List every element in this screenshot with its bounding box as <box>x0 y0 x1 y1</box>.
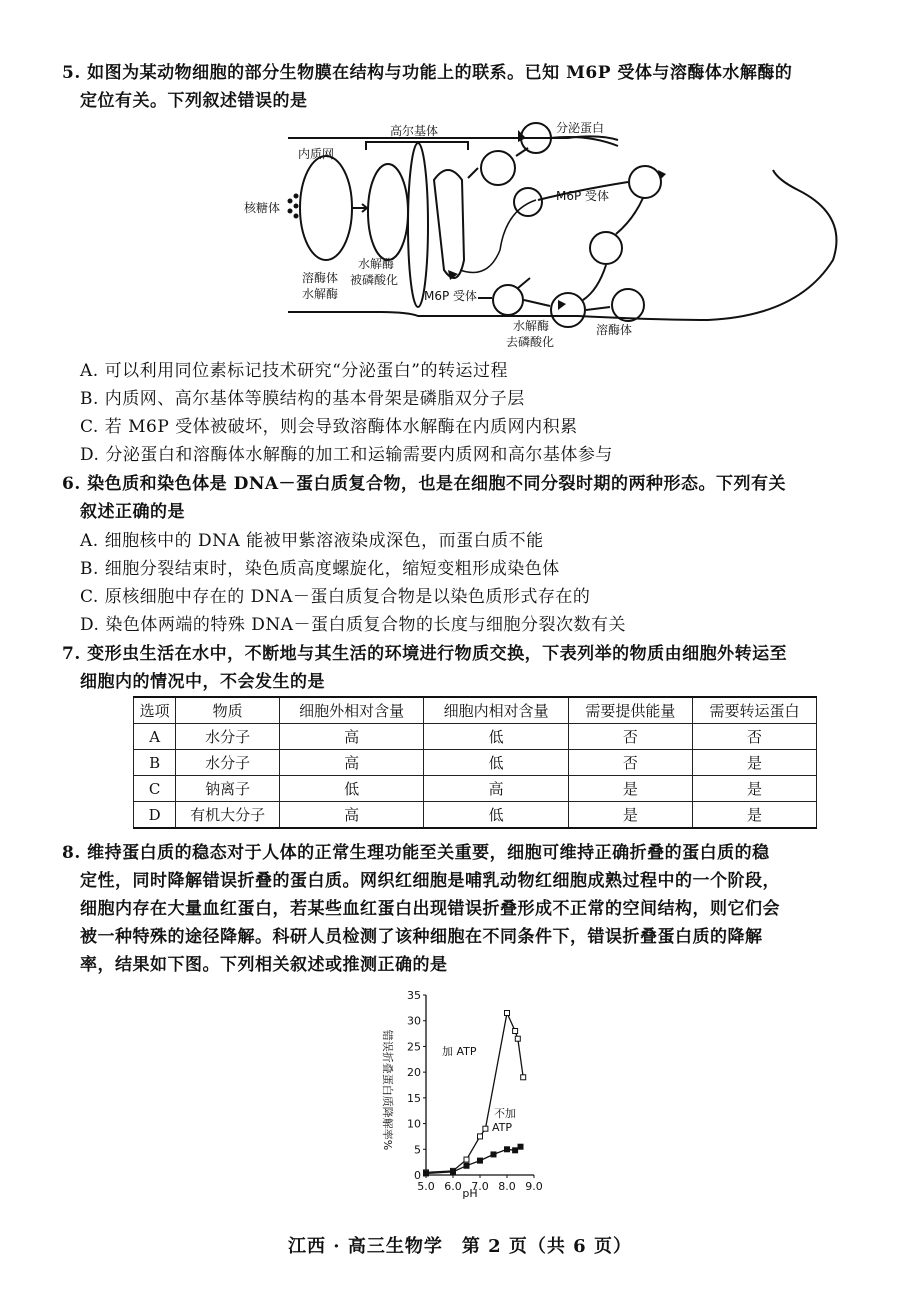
chart-label-no-atp-2: ATP <box>492 1121 513 1134</box>
q8-stem-line2: 定性，同时降解错误折叠的蛋白质。网织红细胞是哺乳动物红细胞成熟过程中的一个阶段， <box>80 871 780 891</box>
table-row <box>134 776 817 802</box>
data-point-with-atp <box>478 1134 483 1139</box>
table-cell: C <box>134 776 176 802</box>
label-er: 内质网 <box>298 147 335 161</box>
q8-stem-line3: 细胞内存在大量血红蛋白，若某些血红蛋白出现错误折叠形成不正常的空间结构，则它们会 <box>80 899 780 919</box>
membrane-system-diagram <box>238 120 858 352</box>
table-header: 细胞外相对含量 <box>279 697 424 724</box>
golgi-cis <box>368 164 408 260</box>
er-organelle <box>300 156 352 260</box>
table-cell: 低 <box>424 750 569 776</box>
table-header: 需要提供能量 <box>568 697 692 724</box>
q5-stem-line1: 5. 如图为某动物细胞的部分生物膜在结构与功能上的联系。已知 M6P 受体与溶酶体水解酶的 <box>62 63 793 83</box>
y-tick-label: 0 <box>414 1169 421 1182</box>
table-cell: 水分子 <box>176 724 280 750</box>
q7-options-table <box>133 696 817 829</box>
y-tick-label: 30 <box>407 1014 421 1028</box>
table-cell: 水分子 <box>176 750 280 776</box>
q6-stem-line1: 6. 染色质和染色体是 DNA－蛋白质复合物，也是在细胞不同分裂时期的两种形态。下列有关 <box>62 474 787 494</box>
data-point-no-atp <box>491 1152 496 1157</box>
vesicle-5 <box>493 285 523 315</box>
data-point-with-atp <box>464 1157 469 1162</box>
vesicle-6 <box>551 293 585 327</box>
label-secretory-protein: 分泌蛋白 <box>556 121 605 135</box>
q6-option-d: D. 染色体两端的特殊 DNA－蛋白质复合物的长度与细胞分裂次数有关 <box>80 615 627 635</box>
vesicle-1 <box>481 151 515 185</box>
table-cell: 是 <box>692 750 816 776</box>
ribosome-dots <box>288 130 667 310</box>
q6-stem-line2: 叙述正确的是 <box>80 502 185 522</box>
data-point-no-atp <box>505 1147 510 1152</box>
x-tick-label: 5.0 <box>417 1180 435 1193</box>
chart-label-with-atp: 加 ATP <box>442 1045 477 1058</box>
y-tick-label: 20 <box>407 1066 421 1080</box>
vesicle-4 <box>590 232 622 264</box>
y-tick-label: 35 <box>407 989 421 1002</box>
data-point-with-atp <box>515 1036 520 1041</box>
golgi-trans <box>434 170 464 278</box>
data-point-no-atp <box>518 1144 523 1149</box>
table-cell: B <box>134 750 176 776</box>
lysosome-vesicle <box>612 289 644 321</box>
chart-x-axis-label: pH <box>462 1187 478 1200</box>
data-point-no-atp <box>451 1169 456 1174</box>
table-cell: 高 <box>279 750 424 776</box>
table-header: 细胞内相对含量 <box>424 697 569 724</box>
q8-stem-line5: 率，结果如下图。下列相关叙述或推测正确的是 <box>80 955 448 975</box>
data-point-with-atp <box>513 1029 518 1034</box>
q5-stem-line2: 定位有关。下列叙述错误的是 <box>80 91 308 111</box>
degradation-rate-chart <box>362 985 552 1200</box>
table-cell: 钠离子 <box>176 776 280 802</box>
table-cell: 低 <box>424 724 569 750</box>
label-m6p-receptor-2: M6P 受体 <box>556 189 610 203</box>
table-cell: 低 <box>279 776 424 802</box>
data-point-no-atp <box>478 1158 483 1163</box>
q6-option-a: A. 细胞核中的 DNA 能被甲紫溶液染成深色，而蛋白质不能 <box>80 531 544 551</box>
table-cell: 是 <box>568 802 692 829</box>
vesicle-3 <box>629 166 661 198</box>
x-tick-label: 6.0 <box>444 1180 462 1193</box>
label-lysosome: 溶酶体 <box>596 323 633 337</box>
data-point-no-atp <box>513 1148 518 1153</box>
table-cell: 是 <box>568 776 692 802</box>
x-tick-label: 7.0 <box>471 1180 489 1193</box>
table-cell: A <box>134 724 176 750</box>
q8-stem-line1: 8. 维持蛋白质的稳态对于人体的正常生理功能至关重要，细胞可维持正确折叠的蛋白质的稳 <box>62 843 770 863</box>
x-tick-label: 8.0 <box>498 1180 516 1193</box>
q5-option-d: D. 分泌蛋白和溶酶体水解酶的加工和运输需要内质网和高尔基体参与 <box>80 445 613 465</box>
label-golgi: 高尔基体 <box>390 124 439 138</box>
table-cell: 否 <box>568 750 692 776</box>
golgi-middle <box>408 143 428 307</box>
table-cell: D <box>134 802 176 829</box>
table-row <box>134 750 817 776</box>
chart-y-axis-label: 错误折叠蛋白质降解率% <box>381 1029 394 1151</box>
label-dephos-1: 水解酶 <box>513 319 550 333</box>
y-tick-label: 25 <box>407 1040 421 1054</box>
table-header-row <box>134 697 817 724</box>
q6-option-b: B. 细胞分裂结束时，染色质高度螺旋化，缩短变粗形成染色体 <box>80 559 560 579</box>
table-cell: 高 <box>279 724 424 750</box>
q7-stem-line2: 细胞内的情况中，不会发生的是 <box>80 672 325 692</box>
table-header: 选项 <box>134 697 176 724</box>
q5-option-b: B. 内质网、高尔基体等膜结构的基本骨架是磷脂双分子层 <box>80 389 525 409</box>
data-point-no-atp <box>424 1171 429 1176</box>
y-tick-label: 5 <box>414 1143 421 1157</box>
data-point-with-atp <box>505 1011 510 1016</box>
label-m6p-receptor-1: M6P 受体 <box>424 289 478 303</box>
label-ribosome: 核糖体 <box>244 201 281 215</box>
table-cell: 是 <box>692 802 816 829</box>
q5-option-c: C. 若 M6P 受体被破坏，则会导致溶酶体水解酶在内质网内积累 <box>80 417 578 437</box>
q5-option-a: A. 可以利用同位素标记技术研究“分泌蛋白”的转运过程 <box>80 361 508 381</box>
table-cell: 是 <box>692 776 816 802</box>
table-cell: 否 <box>568 724 692 750</box>
table-cell: 有机大分子 <box>176 802 280 829</box>
table-header: 物质 <box>176 697 280 724</box>
table-cell: 高 <box>424 776 569 802</box>
x-tick-label: 9.0 <box>525 1180 543 1193</box>
label-dephos-2: 去磷酸化 <box>506 335 555 349</box>
chart-label-no-atp-1: 不加 <box>494 1107 516 1120</box>
q8-stem-line4: 被一种特殊的途径降解。科研人员检测了该种细胞在不同条件下，错误折叠蛋白质的降解 <box>80 927 763 947</box>
label-phos-2: 被磷酸化 <box>350 273 399 287</box>
page-footer: 江西 · 高三生物学 第 2 页（共 6 页） <box>288 1236 632 1257</box>
q7-stem-line1: 7. 变形虫生活在水中，不断地与其生活的环境进行物质交换，下表列举的物质由细胞外转运至 <box>62 644 788 664</box>
y-tick-label: 15 <box>407 1091 421 1105</box>
q6-option-c: C. 原核细胞中存在的 DNA－蛋白质复合物是以染色质形式存在的 <box>80 587 591 607</box>
label-hydrolase-1: 溶酶体 <box>302 271 339 285</box>
vesicle-2 <box>514 188 542 216</box>
table-cell: 高 <box>279 802 424 829</box>
table-header: 需要转运蛋白 <box>692 697 816 724</box>
label-phos-1: 水解酶 <box>358 257 395 271</box>
table-cell: 低 <box>424 802 569 829</box>
data-point-with-atp <box>483 1126 488 1131</box>
table-cell: 否 <box>692 724 816 750</box>
y-tick-label: 10 <box>407 1117 421 1131</box>
table-row <box>134 802 817 829</box>
label-hydrolase-2: 水解酶 <box>302 287 339 301</box>
data-point-with-atp <box>521 1075 526 1080</box>
table-row <box>134 724 817 750</box>
data-point-no-atp <box>464 1163 469 1168</box>
